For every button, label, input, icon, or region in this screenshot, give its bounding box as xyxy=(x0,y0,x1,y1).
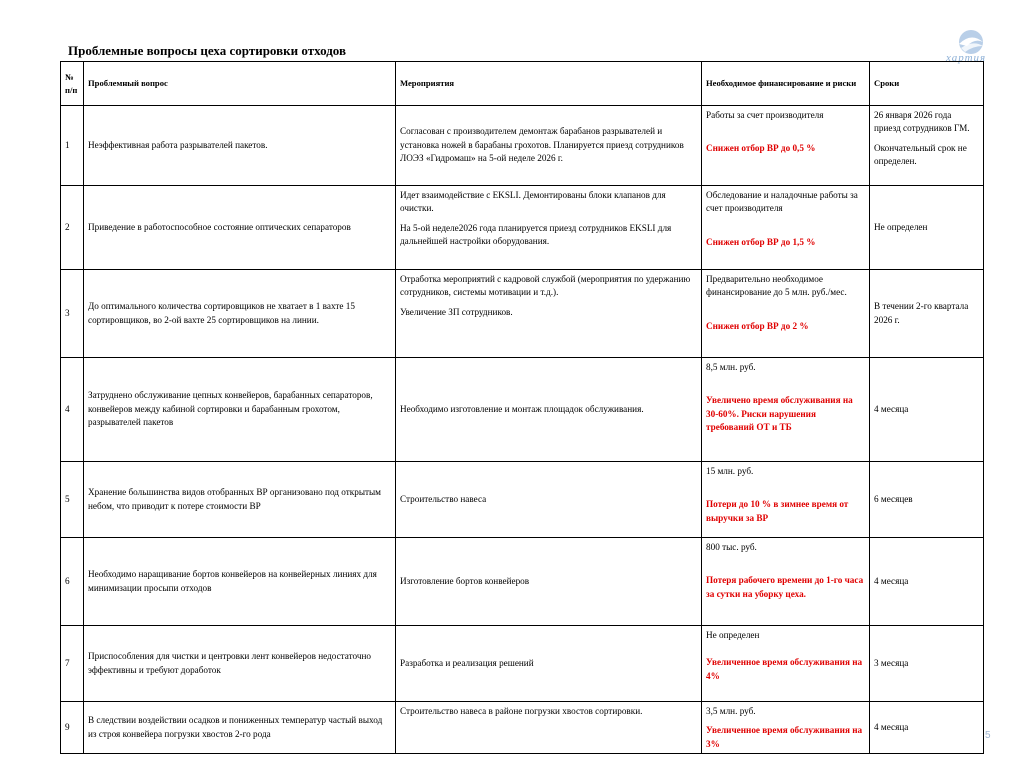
cell-measures xyxy=(396,538,702,626)
measure-text: Строительство навеса в районе погрузки хвостов сортировки. xyxy=(400,706,643,716)
cell-num: 3 xyxy=(61,270,84,358)
cell-measures xyxy=(396,106,702,186)
cell-num: 2 xyxy=(61,186,84,270)
header-financing: Необходимое финансирование и риски xyxy=(702,62,870,106)
cell-financing xyxy=(702,626,870,702)
financing-text: Обследование и наладочные работы за счет производителя xyxy=(706,190,858,214)
cell-issue: В следствии воздействии осадков и пониженных температур частый выход из строя конвейера погрузки хвостов 2-го рода xyxy=(84,702,396,754)
financing-text: Не определен xyxy=(706,630,760,640)
header-issue: Проблемный вопрос xyxy=(84,62,396,106)
table-row xyxy=(61,702,984,754)
financing-text: Предварительно необходимое финансирование до 5 млн. руб./мес. xyxy=(706,274,847,298)
cell-terms xyxy=(870,702,984,754)
term-text: В течении 2-го квартала 2026 г. xyxy=(874,301,969,325)
cell-financing xyxy=(702,538,870,626)
financing-text: 8,5 млн. руб. xyxy=(706,362,756,372)
measure-text: Согласован с производителем демонтаж барабанов разрывателей и установка ножей в барабаны грохотов. Планируется приезд сотрудников ЛОЭЗ «Гидромаш» на 5-ой неделе 2026 г. xyxy=(400,126,684,164)
risk-text: Снижен отбор ВР до 2 % xyxy=(706,320,809,331)
cell-issue: Затруднено обслуживание цепных конвейеров, барабанных сепараторов, конвейеров между кабиной сортировки и барабанным грохотом, разрывателей пакетов xyxy=(84,358,396,462)
cell-terms xyxy=(870,358,984,462)
cell-financing xyxy=(702,106,870,186)
risk-text: Потеря рабочего времени до 1-го часа за сутки на уборку цеха. xyxy=(706,575,864,599)
risk-text: Увеличено время обслуживания на 30-60%. Риски нарушения требований ОТ и ТБ xyxy=(706,395,853,433)
cell-terms xyxy=(870,626,984,702)
table-row xyxy=(61,186,984,270)
measure-text: Разработка и реализация решений xyxy=(400,657,534,668)
cell-issue: Приведение в работоспособное состояние оптических сепараторов xyxy=(84,186,396,270)
table-row xyxy=(61,626,984,702)
measure-text: Строительство навеса xyxy=(400,493,487,504)
cell-measures xyxy=(396,358,702,462)
table-row xyxy=(61,270,984,358)
cell-issue: Приспособления для чистки и центровки лент конвейеров недостаточно эффективны и требуют доработок xyxy=(84,626,396,702)
cell-measures xyxy=(396,626,702,702)
cell-num: 1 xyxy=(61,106,84,186)
header-measures: Мероприятия xyxy=(396,62,702,106)
cell-terms xyxy=(870,106,984,186)
cell-measures xyxy=(396,270,702,358)
logo-text: хартия xyxy=(946,52,987,64)
risk-text: Снижен отбор ВР до 1,5 % xyxy=(706,236,816,247)
table-row xyxy=(61,106,984,186)
measure-text: Увеличение ЗП сотрудников. xyxy=(400,306,513,317)
table-header-row xyxy=(61,62,984,106)
cell-num: 7 xyxy=(61,626,84,702)
measure-text: Идет взаимодействие с EKSLI. Демонтированы блоки клапанов для очистки. xyxy=(400,190,666,214)
cell-num: 9 xyxy=(61,702,84,754)
cell-terms xyxy=(870,186,984,270)
cell-terms xyxy=(870,538,984,626)
risk-text: Потери до 10 % в зимнее время от выручки за ВР xyxy=(706,499,849,523)
cell-num: 6 xyxy=(61,538,84,626)
measure-text: Отработка мероприятий с кадровой службой (мероприятия по удержанию сотрудников, системы мотивации и т.д.). xyxy=(400,274,691,298)
term-text: 6 месяцев xyxy=(874,493,913,504)
header-terms: Сроки xyxy=(870,62,984,106)
cell-terms xyxy=(870,270,984,358)
page-number: 5 xyxy=(985,730,991,741)
term-text: 3 месяца xyxy=(874,657,909,668)
term-text: Не определен xyxy=(874,221,928,232)
header-num: № п/п xyxy=(61,62,84,106)
cell-financing xyxy=(702,702,870,754)
measure-text: Изготовление бортов конвейеров xyxy=(400,575,530,586)
cell-issue: Необходимо наращивание бортов конвейеров на конвейерных линиях для минимизации просыпи отходов xyxy=(84,538,396,626)
term-text: 4 месяца xyxy=(874,575,909,586)
term-text: 4 месяца xyxy=(874,403,909,414)
cell-measures xyxy=(396,702,702,754)
table-row xyxy=(61,538,984,626)
cell-financing xyxy=(702,186,870,270)
financing-text: 15 млн. руб. xyxy=(706,466,754,476)
cell-financing xyxy=(702,358,870,462)
term-text: 26 января 2026 года приезд сотрудников ГМ. xyxy=(874,110,970,134)
measure-text: На 5-ой неделе2026 года планируется приезд сотрудников EKSLI для дальнейшей настройки оборудования. xyxy=(400,222,672,247)
issues-table xyxy=(60,61,984,754)
cell-financing xyxy=(702,462,870,538)
cell-issue: Хранение большинства видов отобранных ВР организовано под открытым небом, что приводит к потере стоимости ВР xyxy=(84,462,396,538)
risk-text: Увеличенное время обслуживания на 3% xyxy=(706,725,863,749)
cell-issue: До оптимального количества сортировщиков не хватает в 1 вахте 15 сортировщиков, во 2-ой вахте 25 сортировщиков на линии. xyxy=(84,270,396,358)
cell-terms xyxy=(870,462,984,538)
cell-financing xyxy=(702,270,870,358)
cell-issue: Неэффективная работа разрывателей пакетов. xyxy=(84,106,396,186)
table-row xyxy=(61,462,984,538)
cell-measures xyxy=(396,186,702,270)
measure-text: Необходимо изготовление и монтаж площадок обслуживания. xyxy=(400,403,644,414)
financing-text: 3,5 млн. руб. xyxy=(706,706,756,716)
table-row xyxy=(61,358,984,462)
page-title: Проблемные вопросы цеха сортировки отходов xyxy=(68,43,346,58)
financing-text: 800 тыс. руб. xyxy=(706,542,757,552)
term-text: Окончательный срок не определен. xyxy=(874,142,967,167)
risk-text: Увеличенное время обслуживания на 4% xyxy=(706,657,863,681)
cell-measures xyxy=(396,462,702,538)
term-text: 4 месяца xyxy=(874,721,909,732)
risk-text: Снижен отбор ВР до 0,5 % xyxy=(706,143,816,154)
cell-num: 5 xyxy=(61,462,84,538)
cell-num: 4 xyxy=(61,358,84,462)
financing-text: Работы за счет производителя xyxy=(706,110,824,120)
